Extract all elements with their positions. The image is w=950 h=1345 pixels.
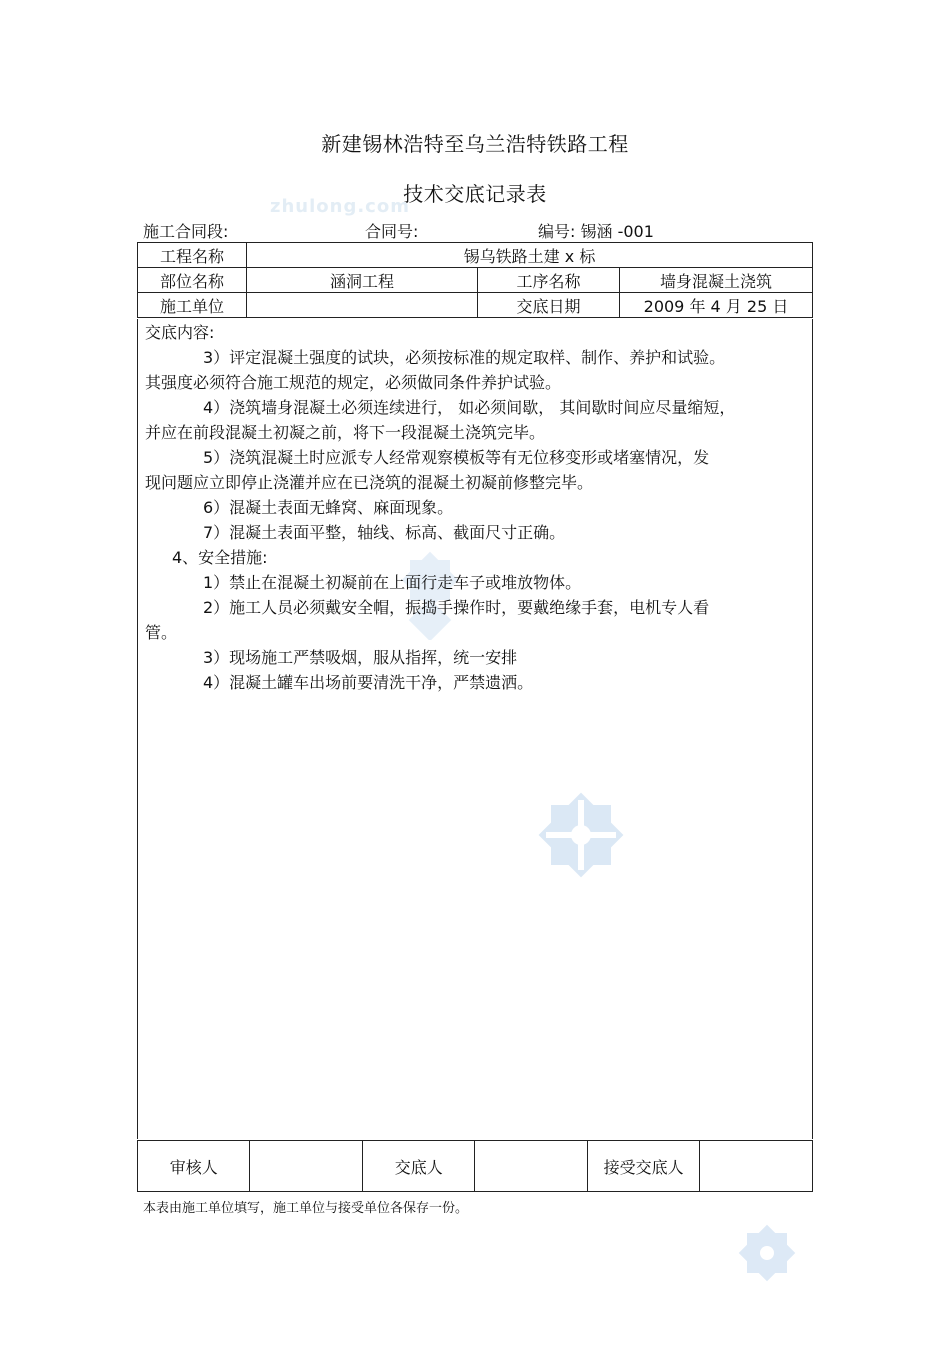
document-subtitle: 技术交底记录表 xyxy=(403,182,547,206)
signature-table xyxy=(137,1140,813,1192)
document-title: 新建锡林浩特至乌兰浩特铁路工程 xyxy=(321,132,629,156)
content-line: 1）禁止在混凝土初凝前在上面行走车子或堆放物体。 xyxy=(203,573,582,592)
content-line: 5）浇筑混凝土时应派专人经常观察模板等有无位移变形或堵塞情况，发 xyxy=(203,448,710,467)
process-name-label: 工序名称 xyxy=(478,268,620,293)
content-line: 6）混凝土表面无蜂窝、麻面现象。 xyxy=(203,498,454,517)
reviewer-label: 审核人 xyxy=(138,1141,250,1192)
briefing-date-value: 2009 年 4 月 25 日 xyxy=(620,293,813,318)
watermark-text: zhulong.com xyxy=(270,196,410,217)
content-line: 并应在前段混凝土初凝之前，将下一段混凝土浇筑完毕。 xyxy=(145,423,546,442)
content-line: 3）评定混凝土强度的试块，必须按标准的规定取样、制作、养护和试验。 xyxy=(203,348,726,367)
briefing-content xyxy=(145,320,800,695)
part-name-label: 部位名称 xyxy=(138,268,247,293)
content-line: 其强度必须符合施工规范的规定，必须做同条件养护试验。 xyxy=(145,373,562,392)
document-number: 编号: 锡涵 -001 xyxy=(538,222,654,241)
briefing-date-label: 交底日期 xyxy=(478,293,620,318)
watermark-flower-icon xyxy=(732,1218,802,1288)
content-line: 4）浇筑墙身混凝土必须连续进行， 如必须间歇， 其间歇时间应尽量缩短， xyxy=(203,398,736,417)
watermark-flower-icon xyxy=(526,780,636,890)
table-row xyxy=(138,268,813,293)
section-heading: 4、安全措施: xyxy=(172,548,268,567)
receiver-signature xyxy=(700,1141,813,1192)
process-name-value: 墙身混凝土浇筑 xyxy=(620,268,813,293)
presenter-signature xyxy=(475,1141,587,1192)
footnote: 本表由施工单位填写，施工单位与接受单位各保存一份。 xyxy=(143,1201,469,1216)
construction-unit-value xyxy=(247,293,478,318)
content-line: 2）施工人员必须戴安全帽，振捣手操作时，要戴绝缘手套，电机专人看 xyxy=(203,598,710,617)
content-line: 4）混凝土罐车出场前要清洗干净，严禁遗洒。 xyxy=(203,673,534,692)
table-row xyxy=(138,293,813,318)
table-row xyxy=(138,243,813,268)
info-table xyxy=(137,242,813,318)
receiver-label: 接受交底人 xyxy=(587,1141,699,1192)
content-line: 7）混凝土表面平整，轴线、标高、截面尺寸正确。 xyxy=(203,523,566,542)
project-name-label: 工程名称 xyxy=(138,243,247,268)
content-line: 现问题应立即停止浇灌并应在已浇筑的混凝土初凝前修整完毕。 xyxy=(145,473,594,492)
contract-segment-label: 施工合同段: xyxy=(143,222,229,241)
project-name-value: 锡乌铁路土建 x 标 xyxy=(247,243,813,268)
table-row xyxy=(138,1141,813,1192)
reviewer-signature xyxy=(250,1141,362,1192)
part-name-value: 涵洞工程 xyxy=(247,268,478,293)
presenter-label: 交底人 xyxy=(362,1141,474,1192)
contract-number-label: 合同号: xyxy=(365,222,419,241)
content-line: 3）现场施工严禁吸烟，服从指挥，统一安排 xyxy=(203,648,518,667)
content-line: 管。 xyxy=(145,623,178,642)
content-heading: 交底内容: xyxy=(145,323,215,342)
construction-unit-label: 施工单位 xyxy=(138,293,247,318)
